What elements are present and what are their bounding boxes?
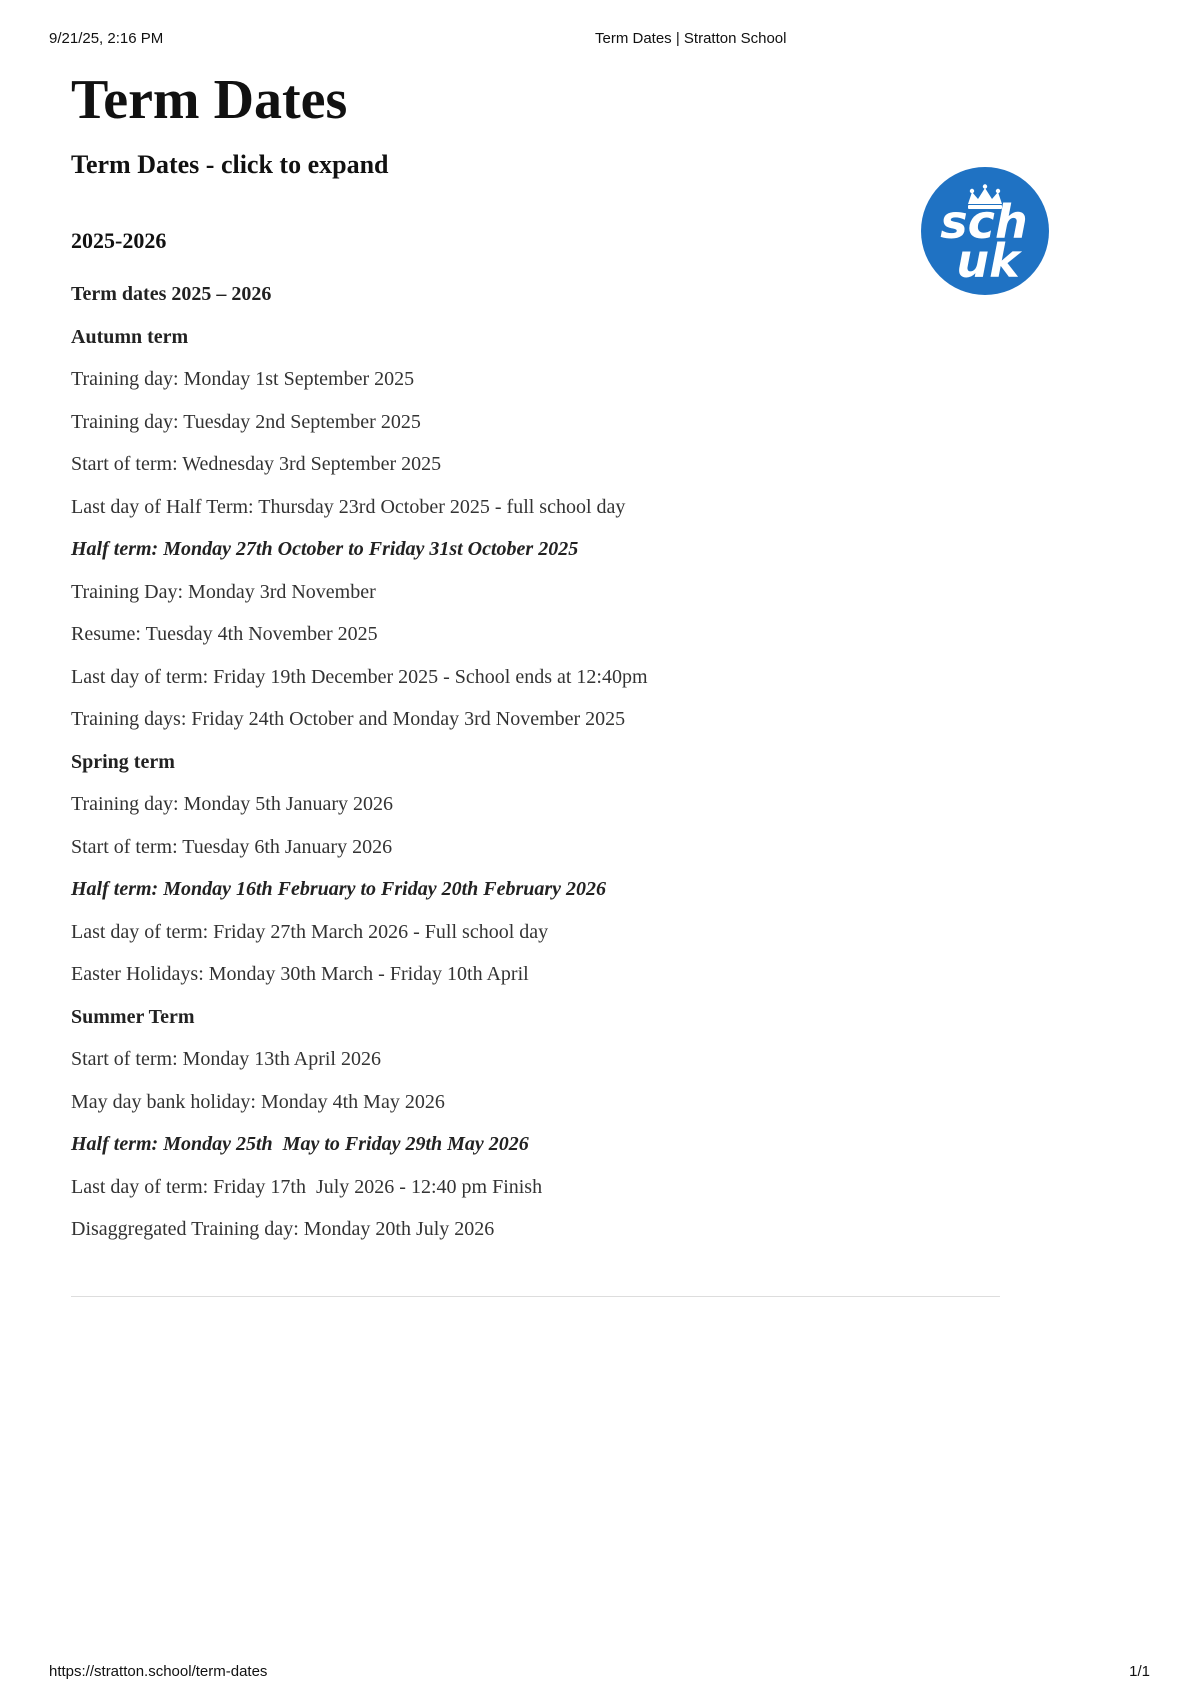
page-title: Term Dates [71,69,348,131]
term-date-entry: Training day: Monday 1st September 2025 [71,368,415,390]
section-divider [71,1296,1000,1297]
term-section-heading: Term dates 2025 – 2026 [71,283,272,305]
sch-uk-logo [920,166,1050,296]
print-url: https://stratton.school/term-dates [49,1663,268,1680]
term-date-entry: Training day: Monday 5th January 2026 [71,793,394,815]
logo-text-uk: uk [956,234,1020,288]
term-date-entry: Last day of term: Friday 17th July 2026 - 12:40 pm Finish [71,1175,543,1198]
term-date-entry: Training day: Tuesday 2nd September 2025 [71,410,421,433]
term-section-heading: Autumn term [71,325,189,348]
term-date-entry: Last day of term: Friday 27th March 2026 - Full school day [71,920,549,943]
main-content [71,64,1001,1260]
term-date-entry: Last day of Half Term: Thursday 23rd October 2025 - full school day [71,495,626,518]
print-header [49,30,1150,50]
term-date-entry: Training Day: Monday 3rd November [71,580,376,603]
half-term-entry: Half term: Monday 27th October to Friday 31st October 2025 [71,538,579,560]
logo-text-sch: sch [940,195,1028,249]
term-date-entry: Resume: Tuesday 4th November 2025 [71,623,378,645]
print-page-title: Term Dates | Stratton School [595,30,787,47]
term-date-entry: Start of term: Monday 13th April 2026 [71,1048,381,1070]
term-section-heading: Spring term [71,750,175,773]
half-term-entry: Half term: Monday 25th May to Friday 29th May 2026 [71,1133,529,1155]
term-date-entry: Easter Holidays: Monday 30th March - Friday 10th April [71,963,529,985]
term-date-entry: Last day of term: Friday 19th December 2025 - School ends at 12:40pm [71,665,648,688]
half-term-entry: Half term: Monday 16th February to Friday 20th February 2026 [71,878,607,900]
term-date-entry: May day bank holiday: Monday 4th May 2026 [71,1090,445,1113]
year-heading: 2025-2026 [71,228,167,253]
term-dates-expand-toggle[interactable]: Term Dates - click to expand [71,150,389,179]
print-page-count: 1/1 [1129,1663,1150,1680]
print-datetime: 9/21/25, 2:16 PM [49,30,164,47]
term-date-entry: Training days: Friday 24th October and Monday 3rd November 2025 [71,708,626,730]
term-date-entry: Start of term: Wednesday 3rd September 2025 [71,453,442,475]
term-date-entry: Start of term: Tuesday 6th January 2026 [71,835,393,858]
term-dates-list [71,282,1001,1241]
term-section-heading: Summer Term [71,1005,195,1028]
print-footer [49,1663,1150,1683]
term-date-entry: Disaggregated Training day: Monday 20th July 2026 [71,1218,495,1240]
